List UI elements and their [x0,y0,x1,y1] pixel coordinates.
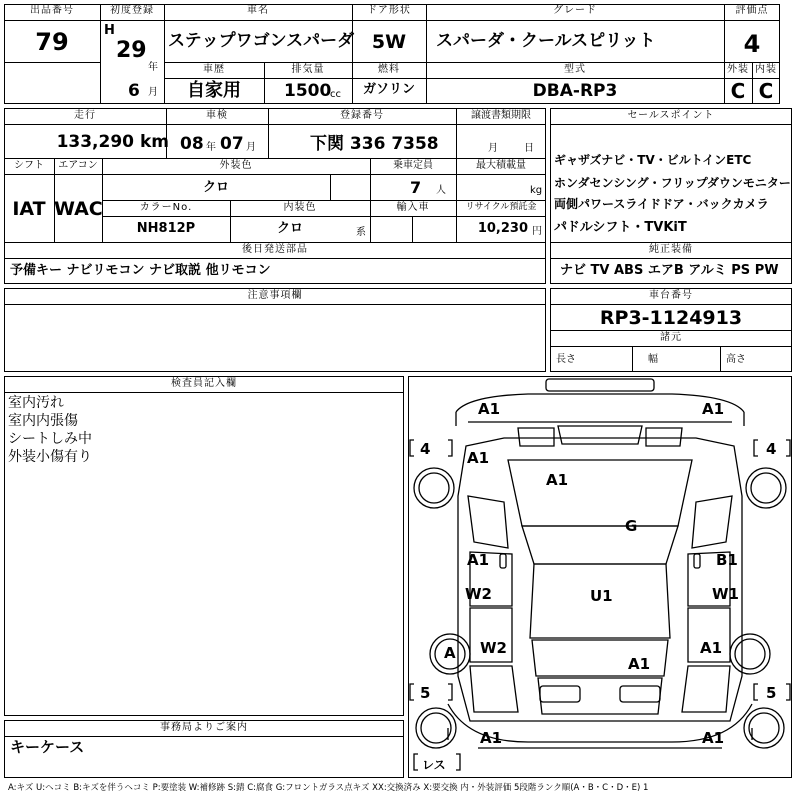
ext-color: クロ [202,180,229,195]
displacement-unit: cc [330,89,341,100]
max-load-label: 最大積載量 [476,160,526,171]
era: H [104,23,115,38]
fuel: ガソリン [362,82,415,97]
transfer-day-unit: 日 [524,143,534,154]
mark-left-rear-quarter: W2 [480,639,507,657]
shift: IAT [12,198,46,220]
ext-color-label: 外装色 [219,160,253,171]
mark-windshield: G [625,517,638,535]
damage-legend: A:キズ U:ヘコミ B:キズを伴うヘコミ P:要塗装 W:補修跡 S:錆 C:腐食 G:フロントガラス点キズ XX:交換済み X:要交換 内・外装評価 5段階ランク順(A・B・C・D・E) 1 [8,783,649,793]
score-label: 評価点 [735,5,769,16]
interior-grade: C [758,79,774,103]
fuel-label: 燃料 [378,64,400,75]
car-diagram [408,376,792,778]
int-color-unit: 系 [356,227,366,238]
reg-no-label: 登録番号 [340,110,384,121]
length-label: 長さ [556,354,576,365]
inspection-year: 08 [180,134,204,154]
int-color-label: 内装色 [283,202,317,213]
sales-line-3: 両側パワースライドドア・バックカメラ [554,197,769,211]
inspection-year-unit: 年 [206,142,216,153]
office-text: キーケース [10,738,85,756]
reg-month: 6 [128,81,140,101]
mark-rear-left-corner: A1 [480,729,503,747]
car-name: ステップワゴンスパーダ [168,31,355,51]
capacity-unit: 人 [436,185,446,196]
mark-right-rear-door: W1 [712,585,739,603]
sales-line-4: パドルシフト・TVKiT [554,220,687,235]
chassis-label: 車台番号 [649,290,693,301]
color-no: NH812P [136,221,196,236]
equipment: ナビ TV ABS エアB アルミ PS PW [560,263,779,278]
inspector-line-4: 外装小傷有り [8,449,92,465]
office-label: 事務局よりご案内 [160,722,248,733]
mark-rear-deck: A1 [628,655,651,673]
tire-rear-right: 5 [766,684,777,702]
height-label: 高さ [726,354,746,365]
mark-front-left-fender: A1 [467,449,490,467]
score: 4 [743,30,761,58]
max-load-unit: kg [530,185,543,196]
mark-roof: U1 [590,587,613,605]
mark-left-rear-wheel: A [444,644,456,662]
shift-label: シフト [14,160,44,171]
model-label: 型式 [564,64,586,75]
grade: スパーダ・クールスピリット [436,31,656,51]
sales-line-2: ホンダセンシング・フリップダウンモニター [554,176,791,190]
sales-point-label: セールスポイント [627,110,715,121]
inspector-line-3: シートしみ中 [8,431,92,447]
capacity-label: 乗車定員 [393,160,433,171]
mark-hood: A1 [546,471,569,489]
door-label: ドア形状 [367,5,411,16]
inspector-label: 検査員記入欄 [171,378,237,389]
lot-number: 79 [35,28,69,56]
chassis-number: RP3-1124913 [599,307,743,329]
later-parts: 予備キー ナビリモコン ナビ取説 他リモコン [10,263,271,278]
width-label: 幅 [648,354,658,365]
lot-label: 出品番号 [30,5,74,16]
mileage: 133,290 [56,132,134,152]
year-unit: 年 [148,62,158,73]
reg-year: 29 [116,38,147,63]
inspector-line-2: 室内内張傷 [8,413,78,429]
mark-right-front-door: B1 [716,551,738,569]
reg-number: 下関 336 7358 [310,134,439,154]
transfer-label: 譲渡書類期限 [471,110,531,121]
mark-front-left-corner: A1 [478,400,501,418]
car-history-label: 車歴 [203,64,225,75]
capacity: 7 [410,178,422,197]
car-name-label: 車名 [247,5,269,16]
spare-less-label: レス [422,758,446,772]
mark-left-rear-door: W2 [465,585,492,603]
recycle-unit: 円 [532,226,542,237]
tire-front-left: 4 [420,440,431,458]
ac-label: エアコン [58,160,98,171]
inspector-line-1: 室内汚れ [8,395,64,411]
air-conditioner: WAC [54,198,103,220]
model-code: DBA-RP3 [532,81,618,101]
interior-label: 内装 [755,64,777,75]
mileage-label: 走行 [74,110,96,121]
import-label: 輸入車 [396,202,430,213]
inspection-month: 07 [220,134,244,154]
mark-front-right-corner: A1 [702,400,725,418]
first-reg-label: 初度登録 [110,5,154,16]
inspection-label: 車検 [206,110,228,121]
later-parts-label: 後日発送部品 [242,244,308,255]
sales-line-1: ギャザズナビ・TV・ビルトインETC [554,153,752,167]
exterior-label: 外装 [727,64,749,75]
displacement-label: 排気量 [291,64,325,75]
month-unit: 月 [148,87,158,98]
mark-right-rear-fender: A1 [700,639,723,657]
int-color: クロ [276,221,303,236]
mileage-unit: km [140,132,170,152]
car-history: 自家用 [187,80,241,101]
displacement: 1500 [284,81,332,101]
transfer-month-unit: 月 [488,143,498,154]
grade-label: グレード [553,5,597,16]
exterior-grade: C [730,79,746,103]
mark-rear-right-corner: A1 [702,729,725,747]
dims-label: 諸元 [660,332,682,343]
tire-front-right: 4 [766,440,777,458]
equipment-label: 純正装備 [649,244,693,255]
notes-label: 注意事項欄 [247,290,303,301]
mark-left-front-door: A1 [467,551,490,569]
inspection-month-unit: 月 [246,142,256,153]
recycle-label: リサイクル預託金 [465,202,537,212]
recycle-fee: 10,230 [477,221,528,236]
tire-rear-left: 5 [420,684,431,702]
color-no-label: カラーNo. [139,202,193,213]
door-type: 5W [371,31,407,53]
